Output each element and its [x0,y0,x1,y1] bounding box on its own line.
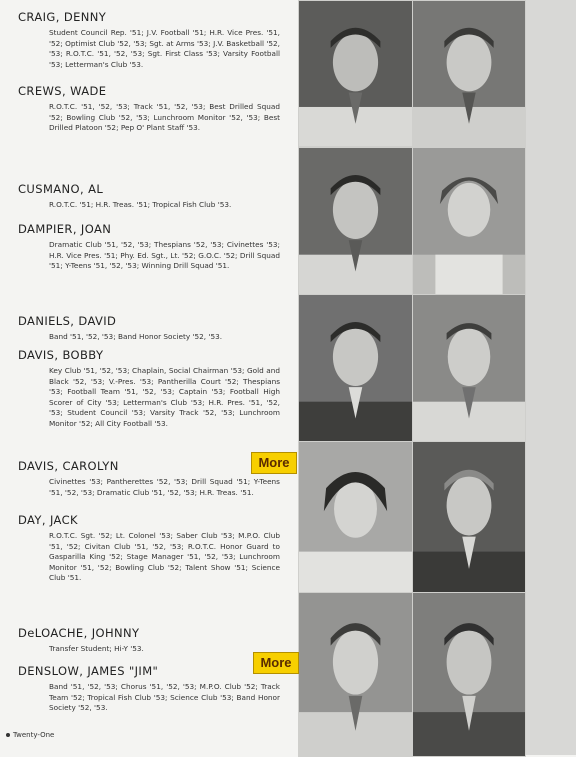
more-button[interactable]: More [251,452,297,474]
student-entry [18,84,280,134]
page-number [6,731,54,739]
student-entry [18,626,280,655]
student-name: CRAIG, DENNY [18,10,107,24]
student-name: DAVIS, CAROLYN [18,459,119,473]
student-activities: Civinettes '53; Pantherettes '52, '53; Drill Squad '51; Y-Teens '51, '52, '53; Dramatic Club '51, '52, '53; H.R. Treas. '51. [49,477,280,497]
student-activities: Key Club '51, '52, '53; Chaplain, Social Chairman '53; Gold and Black '52, '53; V.-Pres. '53; Pantherilla Court '52; Thespians '53; Football Team '51, '52, '53; Captain '53; Football High Scorer of City '53; Letterman's Club '53; H.R. Pres. '51, '52, '53; Student Council '53; Varsity Track '52, '53; Lunchroom Monitor '52; All City Football '53. [49,366,280,428]
student-entry [18,182,280,211]
student-activities: R.O.T.C. '51; H.R. Treas. '51; Tropical Fish Club '53. [49,200,232,209]
student-entry [18,664,280,714]
portrait-photo [298,592,413,757]
student-name: DAY, JACK [18,513,78,527]
student-activities: Student Council Rep. '51; J.V. Football '51; H.R. Vice Pres. '51, '52; Optimist Club '52, '53; Sgt. at Arms '53; J.V. Basketball '52, '53; R.O.T.C. '51, '52, '53; Sgt. First Class '53; Varsity Football '53; Letterman's Club '53. [49,28,280,69]
portrait-photo [412,0,526,147]
student-activities: R.O.T.C. Sgt. '52; Lt. Colonel '53; Saber Club '53; M.P.O. Club '51, '52; Civitan Club '51, '52, '53; R.O.T.C. Honor Guard to Gasparilla King '52; Stage Manager '51, '52, '53; Lunchroom Monitor '51, '52; Bowling Club '52; Talent Show '51; Science Club '51. [49,531,280,583]
student-entry [18,459,280,498]
student-name: DeLOACHE, JOHNNY [18,626,140,640]
student-name: CREWS, WADE [18,84,107,98]
portrait-photo [298,441,413,593]
student-name: CUSMANO, AL [18,182,104,196]
portrait-photo [412,441,526,593]
student-name: DENSLOW, JAMES "JIM" [18,664,159,678]
student-activities: Band '51, '52, '53; Band Honor Society '52, '53. [49,332,223,341]
student-entry [18,10,280,70]
portrait-photo [298,294,413,442]
student-activities: R.O.T.C. '51, '52, '53; Track '51, '52, '53; Best Drilled Squad '52; Bowling Club '52, '53; Lunchroom Monitor '52, '53; Best Drilled Platoon '52; Pep O' Plant Staff '53. [49,102,280,133]
page-number-label: Twenty-One [13,731,55,739]
portrait-photo [298,147,413,295]
student-activities: Band '51, '52, '53; Chorus '51, '52, '53; M.P.O. Club '52; Track Team '52; Tropical Fish Club '53; Science Club '53; Band Honor Society '52, '53. [49,682,280,713]
more-button[interactable]: More [253,652,299,674]
student-activities: Dramatic Club '51, '52, '53; Thespians '52, '53; Civinettes '53; H.R. Vice Pres. '51; Phy. Ed. Sgt., Lt. '52; G.O.C. '52; Drill Squad '51; Y-Teens '51, '52, '53; Winning Drill Squad '51. [49,240,280,271]
student-entry [18,348,280,430]
student-entry [18,513,280,584]
portrait-photo [412,592,526,757]
portrait-photo [298,0,413,147]
student-name: DAMPIER, JOAN [18,222,112,236]
bullet-icon [6,733,10,737]
student-name: DANIELS, DAVID [18,314,117,328]
student-entry [18,222,280,272]
portrait-photo [412,147,526,295]
student-name: DAVIS, BOBBY [18,348,104,362]
student-entry [18,314,280,343]
student-activities: Transfer Student; Hi-Y '53. [49,644,144,653]
portrait-photo [412,294,526,442]
